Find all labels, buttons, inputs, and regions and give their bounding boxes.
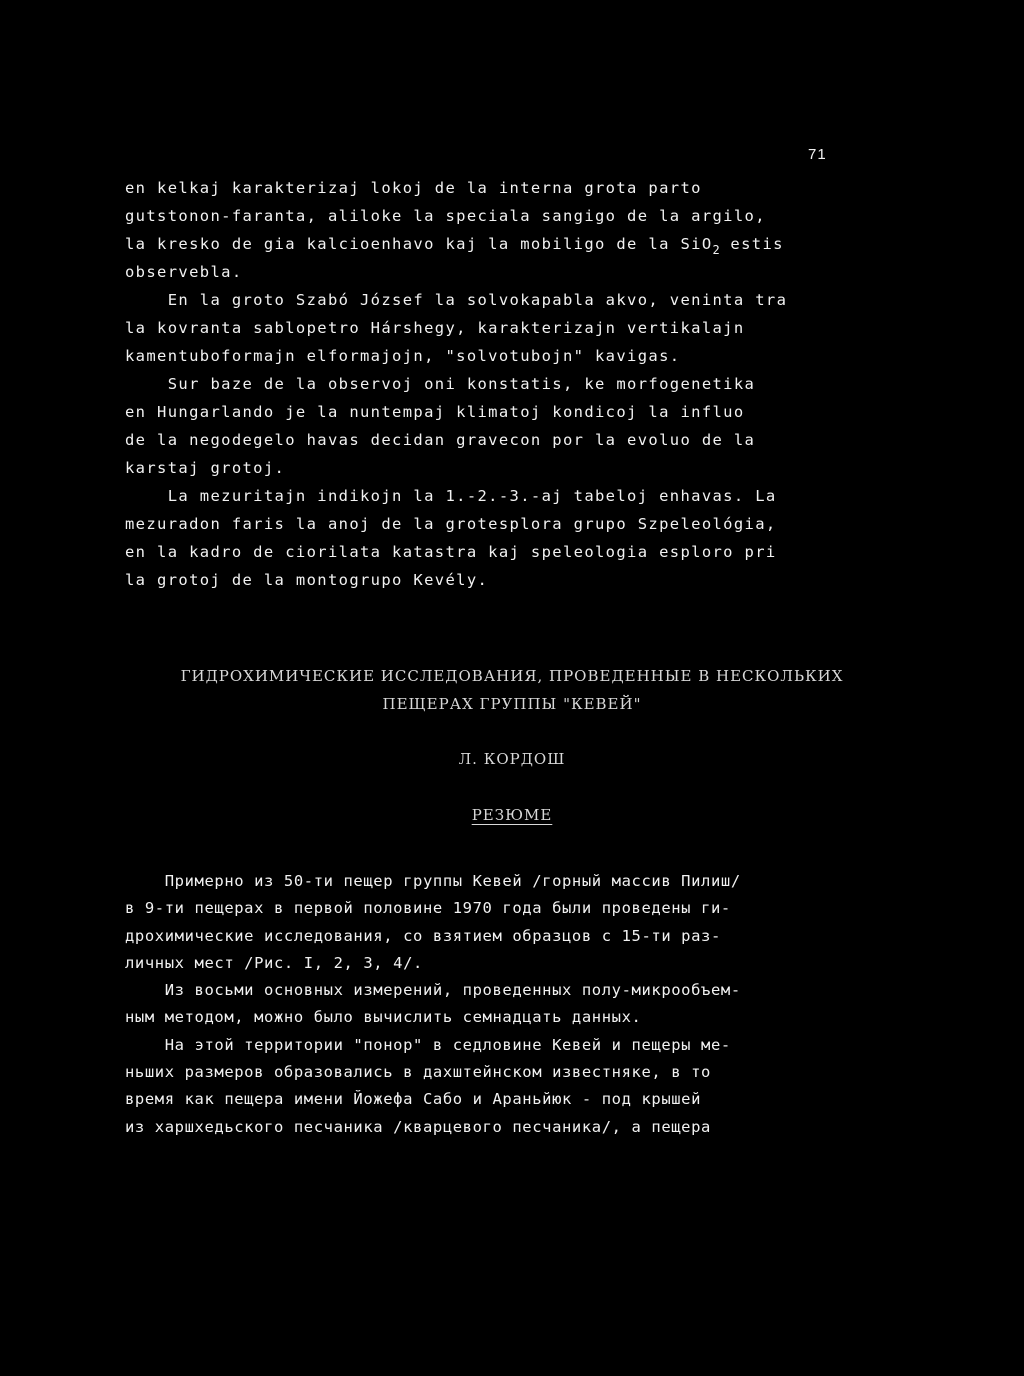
text-line: Примерно из 50-ти пещер группы Кевей /горный массив Пилиш/ [125,872,741,890]
text-line: observebla. [125,263,243,281]
text-line: La mezuritajn indikojn la 1.-2.-3.-aj tabeloj enhavas. La [125,487,777,505]
text-line: la kovranta sablopetro Hárshegy, karakterizajn vertikalajn [125,319,745,337]
text-line: de la negodegelo havas decidan gravecon por la evoluo de la [125,431,756,449]
title-line: ГИДРОХИМИЧЕСКИЕ ИССЛЕДОВАНИЯ, ПРОВЕДЕННЫЕ В НЕСКОЛЬКИХ [180,667,844,685]
text-line: ным методом, можно было вычислить семнадцать данных. [125,1008,642,1027]
author: Л. КОРДОШ [458,750,566,768]
text-line: Sur baze de la observoj oni konstatis, ke morfogenetika [125,375,756,393]
text-segment: estis [719,235,784,253]
text-line: en Hungarlando je la nuntempaj klimatoj kondicoj la influo [125,403,745,421]
text-line: дрохимические исследования, со взятием образцов с 15-ти раз- [125,926,721,945]
text-line: из харшхедьского песчаника /кварцевого песчаника/, а пещера [125,1117,711,1136]
text-line: la grotoj de la montogrupo Kevély. [125,571,489,589]
text-line: в 9-ти пещерах в первой половине 1970 года были проведены ги- [125,899,731,918]
text-line: karstaj grotoj. [125,459,286,477]
resume-heading [0,806,1024,824]
text-line: mezuradon faris la anoj de la grotesplora grupo Szpeleológia, [125,515,777,533]
resume-heading-text: РЕЗЮМЕ [471,806,553,824]
text-line: en la kadro de ciorilata katastra kaj speleologia esploro pri [125,543,777,561]
subscript: 2 [712,243,720,257]
text-line: На этой территории "понор" в седловине Кевей и пещеры ме- [125,1035,731,1054]
text-line: Из восьми основных измерений, проведенных полу-микрообъем- [125,981,741,1000]
article-title [0,662,1024,718]
text-line: kamentuboformajn elformajojn, "solvotubojn" kavigas. [125,347,681,365]
text-line: ньших размеров образовались в дахштейнском известняке, в то [125,1063,711,1082]
text-line [125,230,845,258]
text-line: gutstonon-faranta, aliloke la speciala sangigo de la argilo, [125,207,766,225]
page-number: 71 [808,146,827,163]
text-line: личных мест /Рис. I, 2, 3, 4/. [125,953,423,972]
text-line: En la groto Szabó József la solvokapabla akvo, veninta tra [125,291,788,309]
text-line: en kelkaj karakterizaj lokoj de la interna grota parto [125,179,702,197]
russian-text [125,868,845,1141]
text-line: время как пещера имени Йожефа Сабо и Араньйюк - под крышей [125,1090,702,1109]
esperanto-text [125,174,845,594]
title-line: ПЕЩЕРАХ ГРУППЫ "КЕВЕЙ" [382,695,642,713]
text-segment: la kresko de gia kalcioenhavo kaj la mobiligo de la SiO [125,235,713,253]
